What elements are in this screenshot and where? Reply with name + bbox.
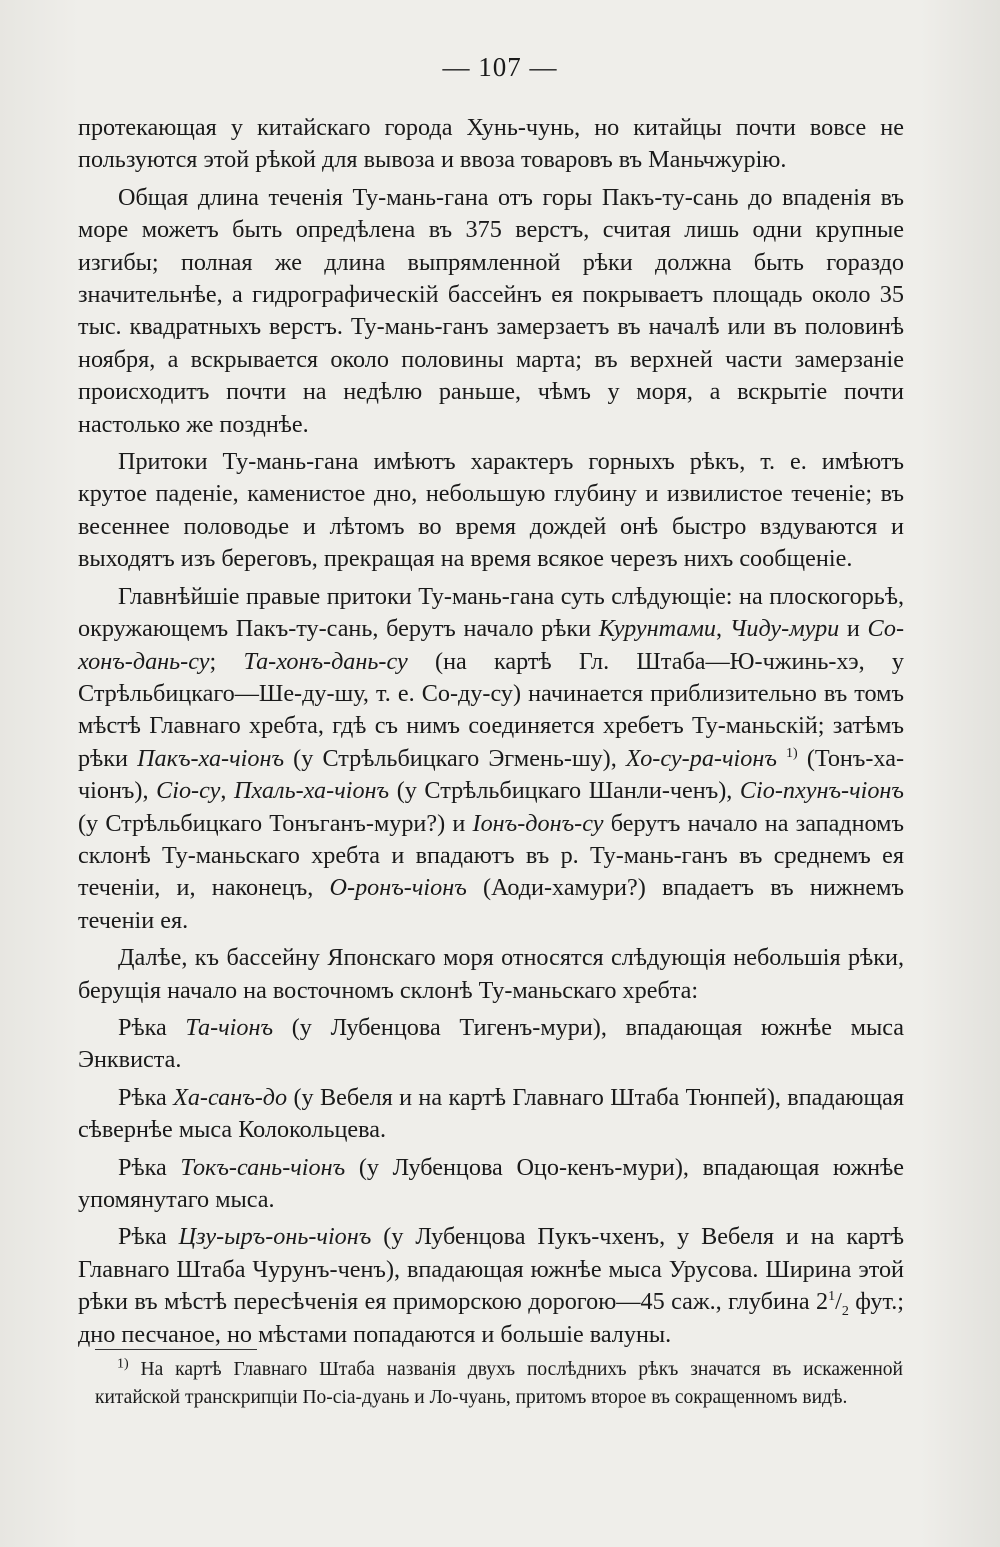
text-run: (у Лубенцова Тигенъ-мури), впадающая южнѣе мыса Энквиста.: [78, 1013, 904, 1074]
text-run: (у Стрѣльбицкаго Шанли-ченъ),: [389, 777, 740, 805]
river-name: Іонъ-донъ-су: [472, 809, 604, 837]
paragraph: [78, 942, 904, 1007]
text-run: Далѣе, къ бассейну Японскаго моря относятся слѣдующія небольшія рѣки, берущія начало на восточномъ склонѣ Ту-маньскаго хребта:: [78, 944, 904, 1004]
text-run: (у Вебеля и на картѣ Главнаго Штаба Тюнпей), впадающая сѣвернѣе мыса Колокольцева.: [78, 1083, 904, 1144]
footnote: [95, 1356, 903, 1412]
river-name: Со-хонъ-дань-су: [78, 615, 904, 675]
fraction-numerator: 1: [828, 1289, 836, 1305]
river-name: Пакъ-ха-чіонъ: [137, 744, 285, 772]
footnote-marker: 1): [117, 1356, 129, 1372]
text-run: Рѣка: [118, 1083, 174, 1111]
river-name: Та-чіонъ: [185, 1013, 274, 1041]
text-run: фут.; дно песчаное, но мѣстами попадаются и большіе валуны.: [78, 1288, 904, 1348]
footnote-reference: 1): [786, 745, 798, 761]
text-run: ;: [209, 647, 244, 675]
text-run: (у Лубенцова Оцо-кенъ-мури), впадающая южнѣе упомянутаго мыса.: [78, 1153, 904, 1213]
fraction-denominator: 2: [841, 1304, 849, 1320]
river-name: Чиду-мури: [729, 615, 840, 643]
paragraph: [78, 112, 904, 177]
text-run: (у Стрѣльбицкаго Тонъганъ-мури?) и: [78, 809, 473, 837]
text-run: Рѣка: [118, 1223, 179, 1251]
text-run: Главнѣйшіе правые притоки Ту-мань-гана суть слѣдующіе: на плоскогорьѣ, окружающемъ Пакъ-ту-сань, берутъ начало рѣки: [78, 582, 904, 643]
text-run: Рѣка: [118, 1013, 186, 1041]
text-run: /: [835, 1288, 842, 1316]
paragraph: [78, 1012, 904, 1077]
footnote-text: На картѣ Главнаго Штаба названія двухъ послѣднихъ рѣкъ значатся въ искаженной китайской транскрипціи По-сіа-дуань и Ло-чуань, притомъ второе въ сокращенномъ видѣ.: [95, 1359, 903, 1408]
paragraph: [78, 1221, 904, 1351]
river-name: Курунтами: [598, 615, 717, 643]
text-run: ,: [220, 777, 235, 805]
river-name: Та-хонъ-дань-су: [243, 647, 408, 675]
text-run: и: [839, 615, 868, 643]
footnote-paragraph: [95, 1356, 903, 1412]
text-run: Притоки Ту-мань-гана имѣютъ характеръ горныхъ рѣкъ, т. е. имѣютъ крутое паденіе, каменистое дно, небольшую глубину и извилистое теченіе; въ весеннее половодье и лѣтомъ во время дождей онѣ быстро вздуваются и выходятъ изъ береговъ, прекращая на время всякое черезъ нихъ сообщеніе.: [78, 448, 904, 573]
river-name: Токъ-сань-чіонъ: [180, 1153, 346, 1181]
river-name: Пхаль-ха-чіонъ: [234, 777, 390, 805]
river-name: Сіо-пхунъ-чіонъ: [739, 777, 904, 805]
river-name: Хо-су-ра-чіонъ: [625, 744, 777, 772]
paragraph: [78, 446, 904, 576]
text-run: (у Лубенцова Пукъ-чхенъ, у Вебеля и на картѣ Главнаго Штаба Чурунъ-ченъ), впадающая южнѣе мыса Урусова. Ширина этой рѣки въ мѣстѣ пересѣченія ея приморскою дорогою—45 саж., глубина 2: [78, 1223, 904, 1316]
paragraph: [78, 581, 904, 937]
text-run: протекающая у китайскаго города Хунь-чунь, но китайцы почти вовсе не пользуются этой рѣкой для вывоза и ввоза товаровъ въ Маньчжурію.: [78, 114, 904, 174]
text-run: (у Стрѣльбицкаго Эгмень-шу),: [284, 744, 626, 772]
paragraph: [78, 1082, 904, 1147]
page-number: — 107 —: [442, 52, 558, 82]
river-name: Сіо-су: [156, 777, 221, 805]
river-name: Ха-санъ-до: [173, 1083, 288, 1111]
paragraph: [78, 182, 904, 441]
river-name: О-ронъ-чіонъ: [329, 874, 467, 902]
text-run: берутъ начало на западномъ склонѣ Ту-маньскаго хребта и впадаютъ въ р. Ту-мань-ганъ въ среднемъ ея теченіи, и, наконецъ,: [78, 809, 904, 902]
text-run: (Аоди-хамури?) впадаетъ въ нижнемъ теченіи ея.: [78, 874, 904, 934]
text-run: ,: [716, 615, 730, 643]
text-run: (на картѣ Гл. Штаба—Ю-чжинь-хэ, у Стрѣльбицкаго—Ше-ду-шу, т. е. Со-ду-су) начинается приблизительно въ томъ мѣстѣ Главнаго хребта, гдѣ съ нимъ соединяется хребетъ Ту-маньскій; затѣмъ рѣки: [78, 647, 904, 772]
text-run: (Тонъ-ха-чіонъ),: [78, 744, 904, 805]
text-run: Рѣка: [118, 1153, 181, 1181]
paragraph: [78, 1152, 904, 1217]
text-run: Общая длина теченія Ту-мань-гана отъ горы Пакъ-ту-сань до впаденія въ море можетъ быть опредѣлена въ 375 верстъ, считая лишь одни крупные изгибы; полная же длина выпрямленной рѣки должна быть гораздо значительнѣе, а гидрографическій бассейнъ ея покрываетъ площадь около 35 тыс. квадратныхъ верстъ. Ту-мань-ганъ замерзаетъ въ началѣ или въ половинѣ ноября, а вскрывается около половины марта; въ верхней части замерзаніе происходитъ почти на недѣлю раньше, чѣмъ у моря, а вскрытіе почти настолько же позднѣе.: [78, 183, 904, 438]
footnote-rule: [95, 1349, 257, 1350]
page-body: [78, 112, 904, 1356]
text-run: [777, 745, 786, 772]
river-name: Цзу-ыръ-онь-чіонъ: [178, 1223, 372, 1251]
